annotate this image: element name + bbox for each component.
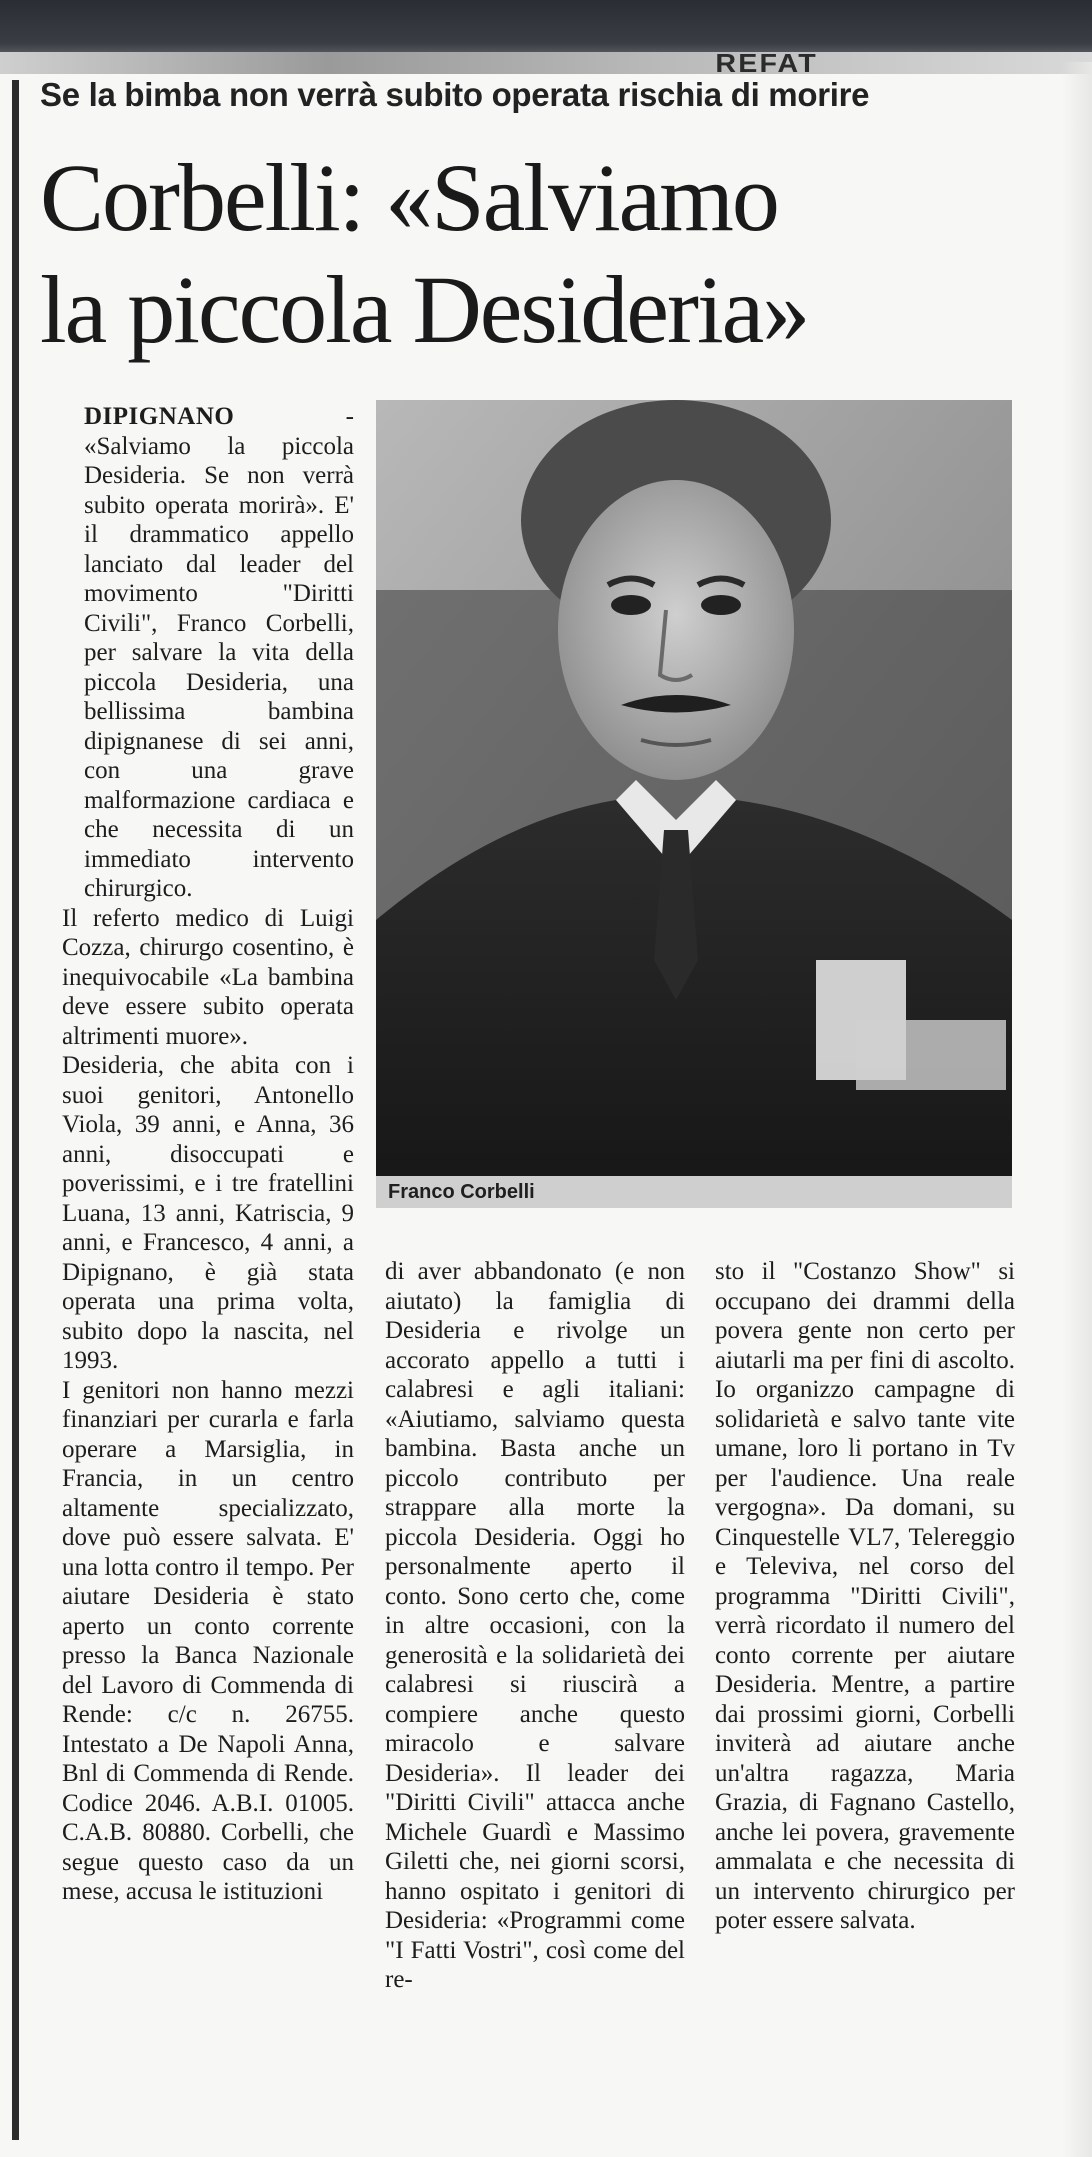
masthead-fragment: REFAT: [715, 52, 818, 74]
headline: [40, 142, 1080, 366]
photo-caption: Franco Corbelli: [376, 1176, 1012, 1208]
article-column-1: [62, 402, 354, 1907]
article-column-2: di aver abbandonato (e non aiutato) la famiglia di Desideria e rivolge un accorato appello a tutti i calabresi e agli italiani: «Aiutiamo, salviamo questa bambina. Basta anche un piccolo contributo per strappare alla morte la piccola Desideria. Oggi ho personalmente aperto il conto. Sono certo che, come in altre occasioni, con la generosità e la solidarietà dei calabresi si riuscirà a compiere anche questo miracolo e salvare Desideria». Il leader dei "Diritti Civili" attacca anche Michele Guardì e Massimo Giletti che, nei giorni scorsi, hanno ospitato i genitori di Desideria: «Programmi come "I Fatti Vostri", così come del re-: [385, 1258, 685, 1993]
kicker: Se la bimba non verrà subito operata rischia di morire: [40, 76, 870, 113]
article-paragraph: Il referto medico di Luigi Cozza, chirurgo cosentino, è inequivocabile «La bambina deve essere subito operata altrimenti muore».: [62, 904, 354, 1050]
headline-line-1: Corbelli: «Salviamo: [40, 144, 778, 251]
page-edge-shadow: [1062, 62, 1092, 2157]
portrait-illustration: [376, 400, 1012, 1202]
dateline: DIPIGNANO: [84, 403, 235, 430]
article-lead-text: - «Salviamo la piccola Desideria. Se non verrà subito operata morirà». E' il drammatico appello lanciato dal leader del movimento "Diritti Civili", Franco Corbelli, per salvare la vita della piccola Desideria, una bellissima bambina dipignanese di sei anni, con una grave malformazione cardiaca e che necessita di un immediato intervento chirurgico.: [84, 403, 354, 902]
headline-line-2: la piccola Desideria»: [40, 256, 809, 363]
article-paragraph: I genitori non hanno mezzi finanziari per curarla e farla operare a Marsiglia, in Francia, in un centro altamente specializzato, dove può essere salvata. E' una lotta contro il tempo. Per aiutare Desideria è stato aperto un conto corrente presso la Banca Nazionale del Lavoro di Commenda di Rende: c/c n. 26755. Intestato a De Napoli Anna, Bnl di Commenda di Rende. Codice 2046. A.B.I. 01005. C.A.B. 80880. Corbelli, che segue questo caso da un mese, accusa le istituzioni: [62, 1376, 354, 1905]
article-column-3: sto il "Costanzo Show" si occupano dei drammi della povera gente non certo per aiutarli ma per fini di ascolto. Io organizzo campagne di solidarietà e salvo tante vite umane, loro li portano in Tv per l'audience. Una reale vergogna». Da domani, su Cinquestelle VL7, Telereggio e Televiva, nel corso del programma "Diritti Civili", verrà ricordato il numero del conto corrente per aiutare Desideria. Mentre, a partire dai prossimi giorni, Corbelli inviterà ad aiutare anche un'altra ragazza, Maria Grazia, di Fagnano Castello, anche lei povera, gravemente ammalata e che necessita di un intervento chirurgico per poter essere salvata.: [715, 1258, 1015, 1934]
article-paragraph: [62, 402, 354, 904]
portrait-photo: [376, 400, 1012, 1202]
masthead-strip: [0, 52, 1092, 74]
left-column-rule: [12, 80, 19, 2140]
article-paragraph: Desideria, che abita con i suoi genitori, Antonello Viola, 39 anni, e Anna, 36 anni, disoccupati e poverissimi, e i tre fratellini Luana, 13 anni, Katriscia, 9 anni, e Francesco, 4 anni, a Dipignano, è già stata operata una prima volta, subito dopo la nascita, nel 1993.: [62, 1052, 354, 1374]
